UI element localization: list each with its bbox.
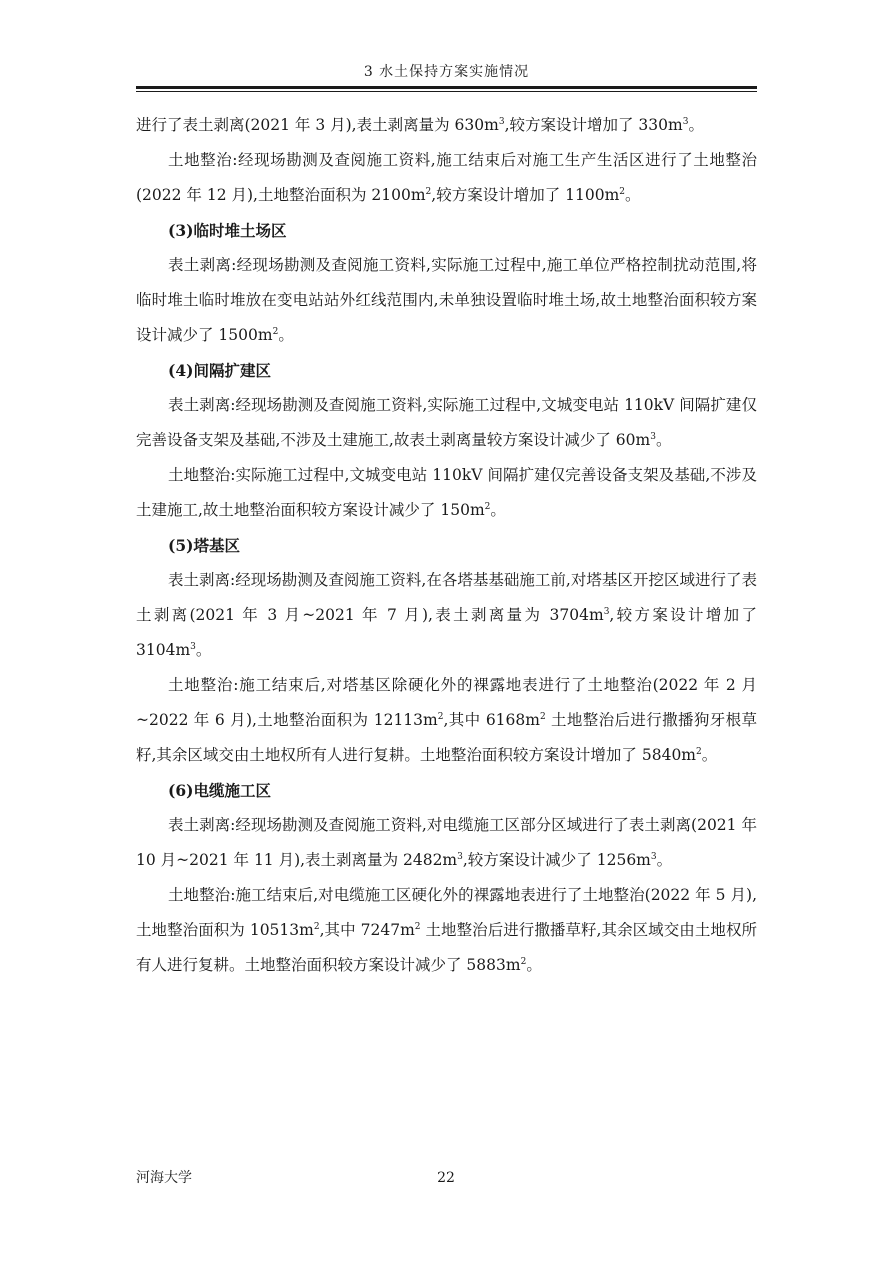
text-run: 土地整治:施工结束后,对塔基区除硬化外的裸露地表进行了土地整治(2022 年 2 月~2022 年 6 月),土地整治面积为 12113m (136, 676, 757, 729)
text-run: ,较方案设计增加了 3104m (136, 606, 757, 659)
text-run: 土地整治:经现场勘测及查阅施工资料,施工结束后对施工生产生活区进行了土地整治(2022 年 12 月),土地整治面积为 2100m (136, 151, 757, 204)
text-run: 土地整治后进行撒播狗牙根草籽,其余区域交由土地权所有人进行复耕。土地整治面积较方案设计增加了 5840m (136, 711, 757, 764)
body-paragraph (136, 248, 757, 353)
text-run: 。 (655, 431, 672, 449)
text-run: (3)临时堆土场区 (168, 221, 287, 240)
body-paragraph (136, 878, 757, 983)
unit-exponent: 2 (484, 501, 491, 512)
text-run: 。 (625, 186, 641, 204)
unit-exponent: 3 (190, 641, 196, 652)
document-body (136, 108, 757, 983)
footer-university: 河海大学 (136, 1170, 192, 1186)
unit-exponent: 2 (520, 956, 527, 967)
text-run: 表土剥离:经现场勘测及查阅施工资料,在各塔基基础施工前,对塔基区开挖区域进行了表土剥离(2021 年 3 月~2021 年 7 月),表土剥离量为 3704m (136, 571, 757, 624)
body-paragraph (136, 668, 757, 773)
text-run: 土地整治后进行撒播草籽,其余区域交由土地权所有人进行复耕。土地整治面积较方案设计减少了 5883m (136, 921, 757, 974)
section-heading (136, 773, 757, 808)
header-rule-thin (136, 91, 757, 92)
body-paragraph (136, 388, 757, 458)
text-run: (6)电缆施工区 (168, 781, 271, 800)
body-paragraph (136, 108, 757, 143)
text-run: 土地整治:施工结束后,对电缆施工区硬化外的裸露地表进行了土地整治(2022 年 5 月),土地整治面积为 10513m (136, 886, 757, 939)
text-run: 表土剥离:经现场勘测及查阅施工资料,实际施工过程中,施工单位严格控制扰动范围,将临时堆土临时堆放在变电站站外红线范围内,未单独设置临时堆土场,故土地整治面积较方案设计减少了 1500m (136, 256, 757, 344)
unit-exponent: 2 (272, 326, 279, 337)
unit-exponent: 2 (696, 746, 702, 757)
page-number: 22 (437, 1170, 455, 1186)
text-run: 。 (278, 326, 294, 344)
header-rule-thick (136, 86, 757, 89)
text-run: (5)塔基区 (168, 536, 240, 555)
unit-exponent: 3 (682, 116, 689, 127)
text-run: 。 (701, 746, 718, 764)
unit-exponent: 2 (414, 921, 421, 932)
text-run: 进行了表土剥离(2021 年 3 月),表土剥离量为 630m (136, 116, 499, 134)
body-paragraph (136, 458, 757, 528)
text-run: 。 (656, 851, 673, 869)
section-heading (136, 528, 757, 563)
running-header: 3 水土保持方案实施情况 (363, 64, 530, 80)
unit-exponent: 3 (650, 851, 657, 862)
text-run: ,较方案设计减少了 1256m (462, 851, 651, 869)
unit-exponent: 3 (650, 431, 656, 442)
text-run: (4)间隔扩建区 (168, 361, 271, 380)
text-run: 。 (526, 956, 542, 974)
unit-exponent: 3 (603, 606, 610, 617)
unit-exponent: 2 (313, 921, 320, 932)
text-run: ,其中 7247m (319, 921, 415, 939)
text-run: ,较方案设计增加了 1100m (431, 186, 620, 204)
text-run: 土地整治:实际施工过程中,文城变电站 110kV 间隔扩建仅完善设备支架及基础,不涉及土建施工,故土地整治面积较方案设计减少了 150m (136, 466, 757, 519)
text-run: 。 (688, 116, 704, 134)
unit-exponent: 2 (425, 186, 432, 197)
text-run: ,较方案设计增加了 330m (504, 116, 683, 134)
section-heading (136, 213, 757, 248)
text-run: 表土剥离:经现场勘测及查阅施工资料,对电缆施工区部分区域进行了表土剥离(2021 年 10 月~2021 年 11 月),表土剥离量为 2482m (136, 816, 757, 869)
unit-exponent: 3 (498, 116, 505, 127)
body-paragraph (136, 563, 757, 668)
text-run: 。 (195, 641, 212, 659)
unit-exponent: 2 (619, 186, 626, 197)
section-heading (136, 353, 757, 388)
body-paragraph (136, 808, 757, 878)
unit-exponent: 2 (539, 711, 546, 722)
text-run: ,其中 6168m (443, 711, 540, 729)
body-paragraph (136, 143, 757, 213)
text-run: 。 (490, 501, 506, 519)
unit-exponent: 2 (437, 711, 444, 722)
text-run: 表土剥离:经现场勘测及查阅施工资料,实际施工过程中,文城变电站 110kV 间隔扩建仅完善设备支架及基础,不涉及土建施工,故表土剥离量较方案设计减少了 60m (136, 396, 757, 449)
unit-exponent: 3 (457, 851, 463, 862)
